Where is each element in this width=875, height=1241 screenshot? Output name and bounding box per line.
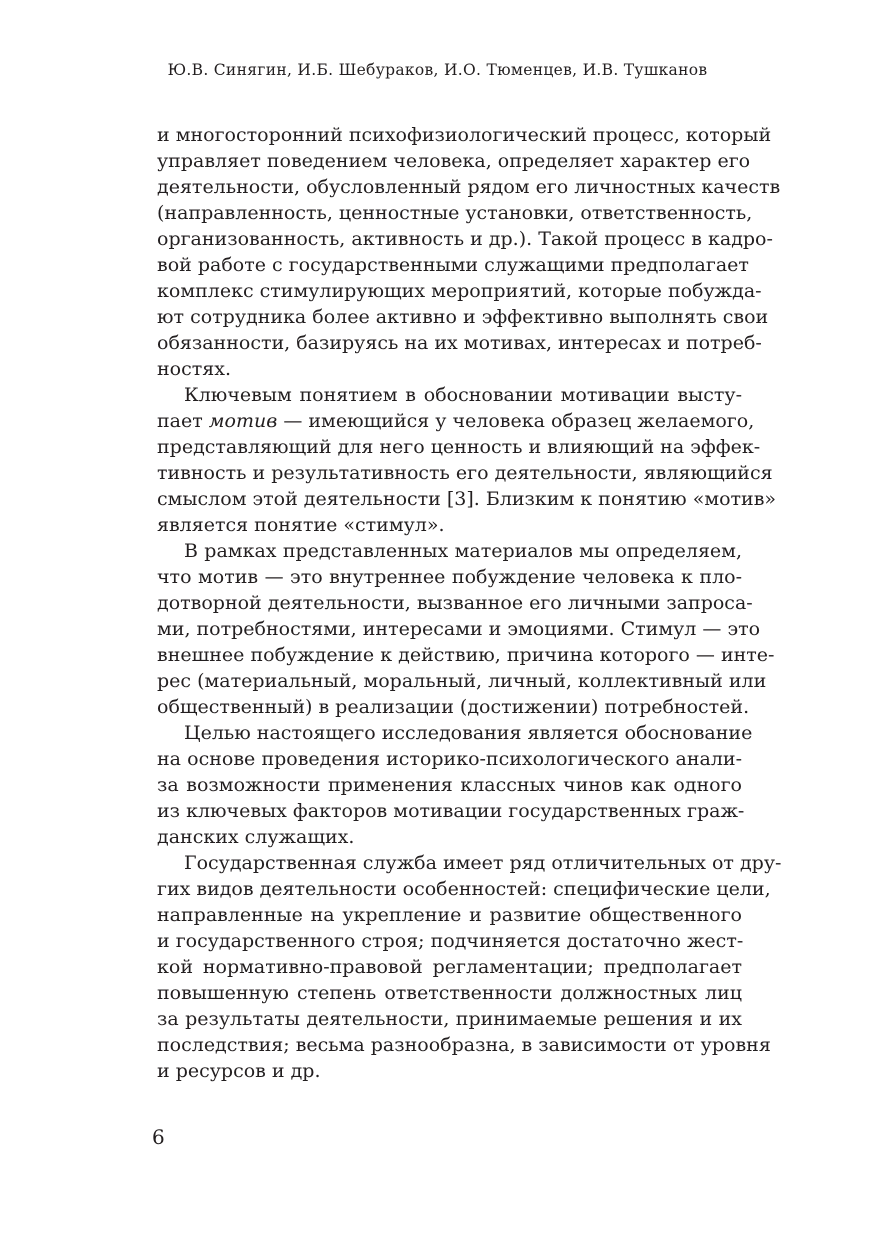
text-line: что мотив — это внутреннее побуждение человека к пло- <box>157 566 742 588</box>
running-head: Ю.В. Синягин, И.Б. Шебураков, И.О. Тюменцев, И.В. Тушканов <box>167 61 708 79</box>
text-line: на основе проведения историко-психологического анали- <box>157 748 742 770</box>
text-line: за результаты деятельности, принимаемые решения и их <box>157 1008 742 1030</box>
text-line: общественный) в реализации (достижении) потребностей. <box>157 696 750 718</box>
text-line: смыслом этой деятельности [3]. Близким к понятию «мотив» <box>157 488 777 510</box>
text-line: дотворной деятельности, вызванное его личными запроса- <box>157 592 753 614</box>
text-line: кой нормативно-правовой регламентации; предполагает <box>157 956 742 978</box>
text-line: обязанности, базируясь на их мотивах, интересах и потреб- <box>157 332 762 354</box>
text-line: за возможности применения классных чинов как одного <box>157 774 742 796</box>
text-line: (направленность, ценностные установки, ответственность, <box>157 202 753 224</box>
text-line: Ключевым понятием в обосновании мотивации высту- <box>184 384 742 406</box>
text-line: направленные на укрепление и развитие общественного <box>157 904 742 926</box>
page-number: 6 <box>152 1125 165 1149</box>
text-line: является понятие «стимул». <box>157 514 445 536</box>
text-line: рес (материальный, моральный, личный, коллективный или <box>157 670 767 692</box>
text-line: повышенную степень ответственности должностных лиц <box>157 982 742 1004</box>
text-line: последствия; весьма разнообразна, в зависимости от уровня <box>157 1034 771 1056</box>
text-line: из ключевых факторов мотивации государственных граж- <box>157 800 745 822</box>
text-line: комплекс стимулирующих мероприятий, которые побужда- <box>157 280 762 302</box>
text-line: данских служащих. <box>157 826 355 848</box>
text-segment: пает <box>157 410 209 432</box>
text-line: гих видов деятельности особенностей: специфические цели, <box>157 878 771 900</box>
text-line-with-emphasis <box>157 408 755 434</box>
text-line: вой работе с государственными служащими предполагает <box>157 254 749 276</box>
text-line: внешнее побуждение к действию, причина которого — инте- <box>157 644 775 666</box>
text-line: и ресурсов и др. <box>157 1060 321 1082</box>
text-line: управляет поведением человека, определяет характер его <box>157 150 751 172</box>
text-line: ют сотрудника более активно и эффективно выполнять свои <box>157 306 769 328</box>
text-segment: — имеющийся у человека образец желаемого, <box>277 410 755 432</box>
text-line: и многосторонний психофизиологический процесс, который <box>157 124 772 146</box>
text-line: В рамках представленных материалов мы определяем, <box>184 540 742 562</box>
text-line: Целью настоящего исследования является обоснование <box>184 722 753 744</box>
emphasis-term: мотив <box>208 410 278 432</box>
text-line: деятельности, обусловленный рядом его личностных качеств <box>157 176 781 198</box>
text-line: тивность и результативность его деятельности, являющийся <box>157 462 773 484</box>
text-line: ностях. <box>157 358 231 380</box>
text-line: Государственная служба имеет ряд отличительных от дру- <box>184 852 782 874</box>
text-line: представляющий для него ценность и влияющий на эффек- <box>157 436 761 458</box>
text-line: ми, потребностями, интересами и эмоциями. Стимул — это <box>157 618 761 640</box>
text-line: организованность, активность и др.). Такой процесс в кадро- <box>157 228 773 250</box>
body-text <box>157 122 782 1084</box>
text-line: и государственного строя; подчиняется достаточно жест- <box>157 930 744 952</box>
